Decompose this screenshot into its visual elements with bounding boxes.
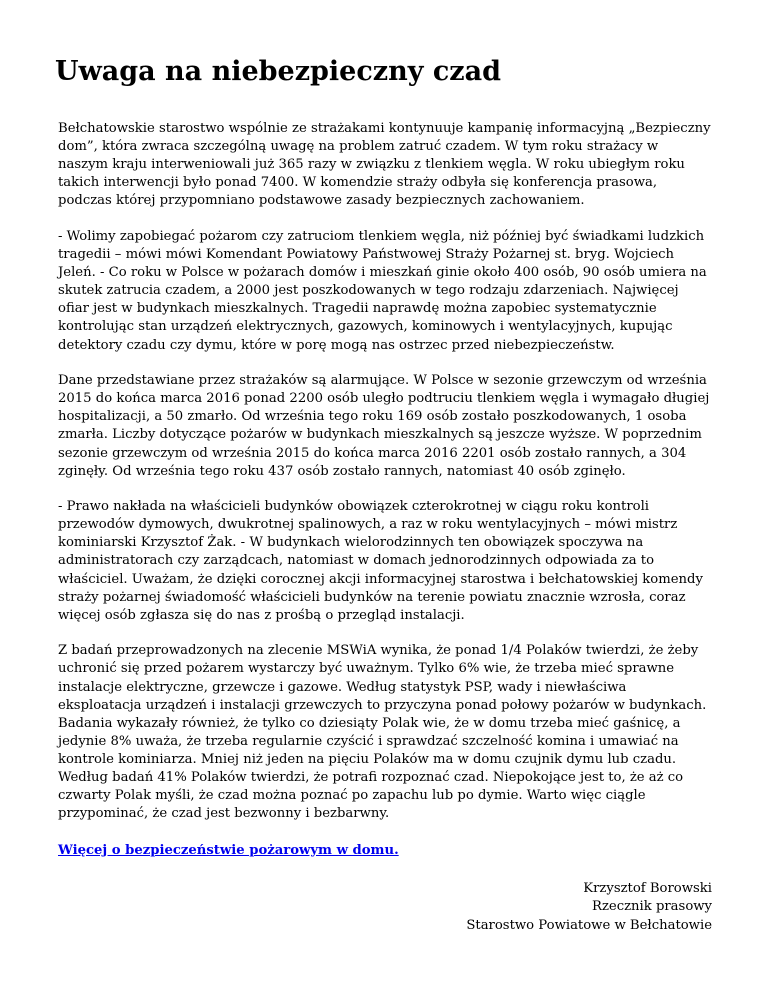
more-fire-safety-link[interactable]: Więcej o bezpieczeństwie pożarowym w domu. <box>58 842 399 858</box>
signature-office: Starostwo Powiatowe w Bełchatowie <box>466 917 712 933</box>
paragraph-statistics: Dane przedstawiane przez strażaków są alarmujące. W Polsce w sezonie grzewczym od września 2015 do końca marca 2016 ponad 2200 osób uległo podtruciu tlenkiem węgla i wymagało długiej hospitalizacji, a 50 zmarło. Od września tego roku 169 osób zostało poszkodowanych, 1 osoba zmarła. Liczby dotyczące pożarów w budynkach mieszkalnych są jeszcze wyższe. W poprzednim sezonie grzewczym od września 2015 do końca marca 2016 2201 osób zostało rannych, a 304 zginęły. Od września tego roku 437 osób zostało rannych, natomiast 40 osób zginęło. <box>58 373 710 479</box>
signature <box>58 880 712 935</box>
paragraph-intro: Bełchatowskie starostwo wspólnie ze strażakami kontynuuje kampanię informacyjną „Bezpieczny dom”, która zwraca szczególną uwagę na problem zatruć czadem. W tym roku strażacy w naszym kraju interweniowali już 365 razy w związku z tlenkiem węgla. W roku ubiegłym roku takich interwencji było ponad 7400. W komendzie straży odbyła się konferencja prasowa, podczas której przypomniano podstawowe zasady bezpiecznych zachowaniem. <box>58 121 711 209</box>
paragraph-chimney-sweep-quote: - Prawo nakłada na właścicieli budynków obowiązek czterokrotnej w ciągu roku kontroli przewodów dymowych, dwukrotnej spalinowych, a raz w roku wentylacyjnych – mówi mistrz kominiarski Krzysztof Żak. - W budynkach wielorodzinnych ten obowiązek spoczywa na administratorach czy zarządcach, natomiast w domach jednorodzinnych odpowiada za to właściciel. Uważam, że dzięki corocznej akcji informacyjnej starostwa i bełchatowskiej komendy straży pożarnej świadomość właścicieli budynków na terenie powiatu znacznie wzrosła, coraz więcej osób zgłasza się do nas z prośbą o przegląd instalacji. <box>58 499 703 623</box>
paragraph-survey: Z badań przeprowadzonych na zlecenie MSWiA wynika, że ponad 1/4 Polaków twierdzi, że żeby uchronić się przed pożarem wystarczy być uważnym. Tylko 6% wie, że trzeba mieć sprawne instalacje elektryczne, grzewcze i gazowe. Według statystyk PSP, wady i niewłaściwa eksploatacja urządzeń i instalacji grzewczych to przyczyna ponad połowy pożarów w budynkach. Badania wykazały również, że tylko co dziesiąty Polak wie, że w domu trzeba mieć gaśnicę, a jedynie 8% uważa, że trzeba regularnie czyścić i sprawdzać szczelność komina i umawiać na kontrole kominiarza. Mniej niż jeden na pięciu Polaków ma w domu czujnik dymu lub czadu. Według badań 41% Polaków twierdzi, że potrafi rozpoznać czad. Niepokojące jest to, że aż co czwarty Polak myśli, że czad można poznać po zapachu lub po dymie. Warto więc ciągle przypominać, że czad jest bezwonny i bezbarwny. <box>58 643 707 822</box>
paragraph-commander-quote: - Wolimy zapobiegać pożarom czy zatruciom tlenkiem węgla, niż później być świadkami ludzkich tragedii – mówi mówi Komendant Powiatowy Państwowej Straży Pożarnej st. bryg. Wojciech Jeleń. - Co roku w Polsce w pożarach domów i mieszkań ginie około 400 osób, 90 osób umiera na skutek zatrucia czadem, a 2000 jest poszkodowanych w tego rodzaju zdarzeniach. Najwięcej ofiar jest w budynkach mieszkalnych. Tragedii naprawdę można zapobiec systematycznie kontrolując stan urządzeń elektrycznych, gazowych, kominowych i wentylacyjnych, kupując detektory czadu czy dymu, które w porę mogą nas ostrzec przed niebezpieczeństw. <box>58 228 707 353</box>
article-body <box>58 120 712 935</box>
signature-name: Krzysztof Borowski <box>583 880 712 896</box>
article-title: Uwaga na niebezpieczny czad <box>55 56 501 87</box>
signature-role: Rzecznik prasowy <box>592 899 712 915</box>
